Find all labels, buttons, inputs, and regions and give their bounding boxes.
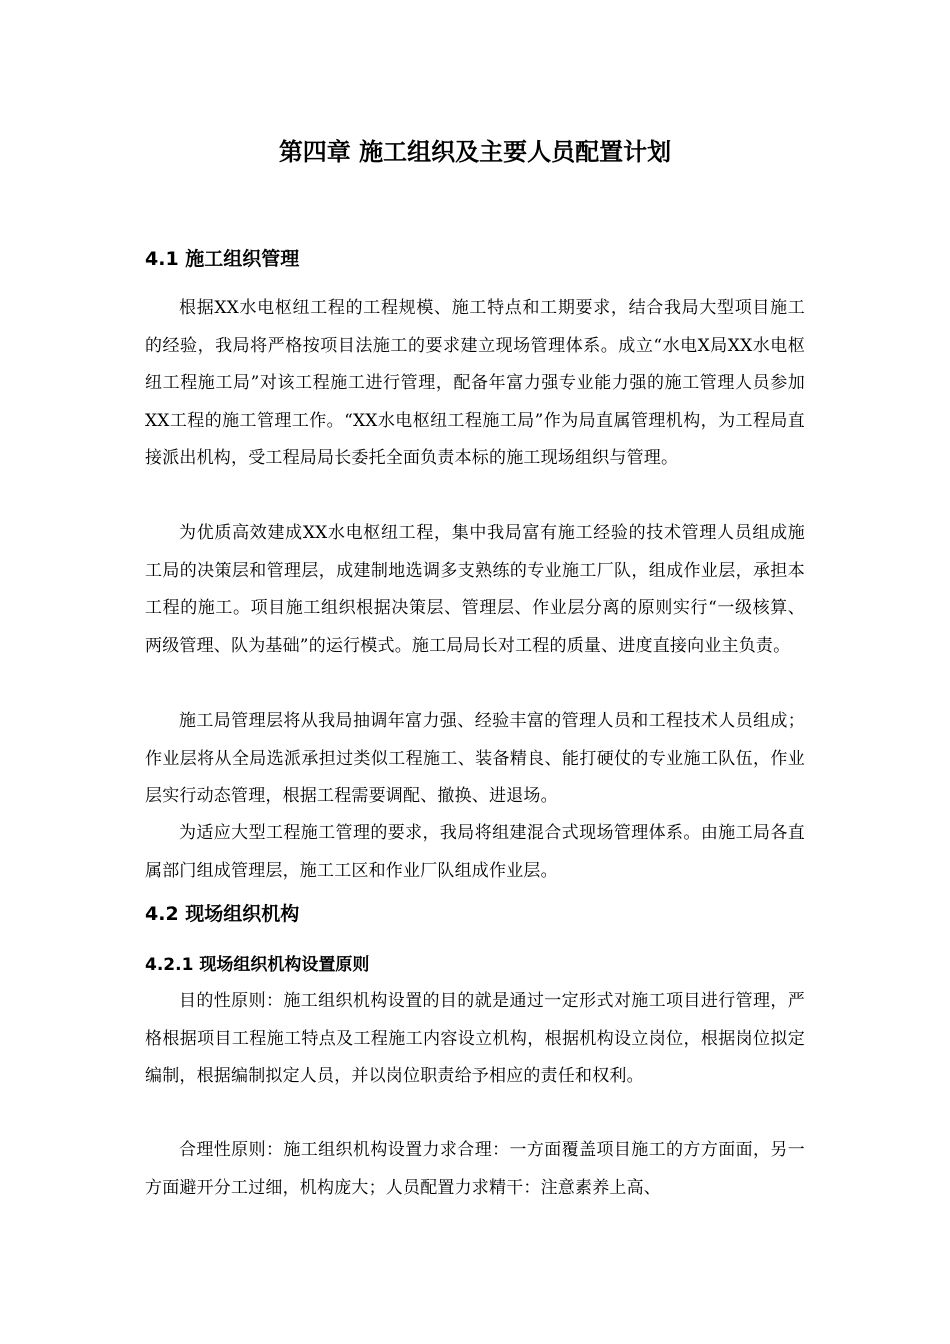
section-heading-4-1: 4.1 施工组织管理	[145, 248, 300, 270]
body-paragraph: 为适应大型工程施工管理的要求，我局将组建混合式现场管理体系。由施工局各直属部门组成管理层，施工工区和作业厂队组成作业层。	[145, 823, 805, 881]
body-paragraph: 目的性原则：施工组织机构设置的目的就是通过一定形式对施工项目进行管理，严格根据项目工程施工特点及工程施工内容设立机构，根据机构设立岗位，根据岗位拟定编制，根据编制拟定人员，并以岗位职责给予相应的责任和权利。	[145, 991, 805, 1087]
subsection-heading-4-2-1: 4.2.1 现场组织机构设置原则	[145, 955, 370, 975]
body-paragraph: 为优质高效建成XX水电枢纽工程，集中我局富有施工经验的技术管理人员组成施工局的决策层和管理层，成建制地选调多支熟练的专业施工厂队，组成作业层，承担本工程的施工。项目施工组织根据决策层、管理层、作业层分离的原则实行“一级核算、两级管理、队为基础”的运行模式。施工局局长对工程的质量、进度直接向业主负责。	[145, 523, 805, 656]
body-paragraph: 合理性原则：施工组织机构设置力求合理：一方面覆盖项目施工的方方面面，另一方面避开分工过细，机构庞大；人员配置力求精干：注意素养上高、	[145, 1140, 805, 1198]
chapter-title: 第四章 施工组织及主要人员配置计划	[278, 138, 672, 166]
body-paragraph: 施工局管理层将从我局抽调年富力强、经验丰富的管理人员和工程技术人员组成；作业层将从全局选派承担过类似工程施工、装备精良、能打硬仗的专业施工队伍，作业层实行动态管理，根据工程需要调配、撤换、进退场。	[145, 711, 805, 807]
section-heading-4-2: 4.2 现场组织机构	[145, 903, 300, 925]
body-paragraph: 根据XX水电枢纽工程的工程规模、施工特点和工期要求，结合我局大型项目施工的经验，我局将严格按项目法施工的要求建立现场管理体系。成立“水电X局XX水电枢纽工程施工局”对该工程施工进行管理，配备年富力强专业能力强的施工管理人员参加XX工程的施工管理工作。“XX水电枢纽工程施工局”作为局直属管理机构，为工程局直接派出机构，受工程局局长委托全面负责本标的施工现场组织与管理。	[145, 298, 805, 469]
